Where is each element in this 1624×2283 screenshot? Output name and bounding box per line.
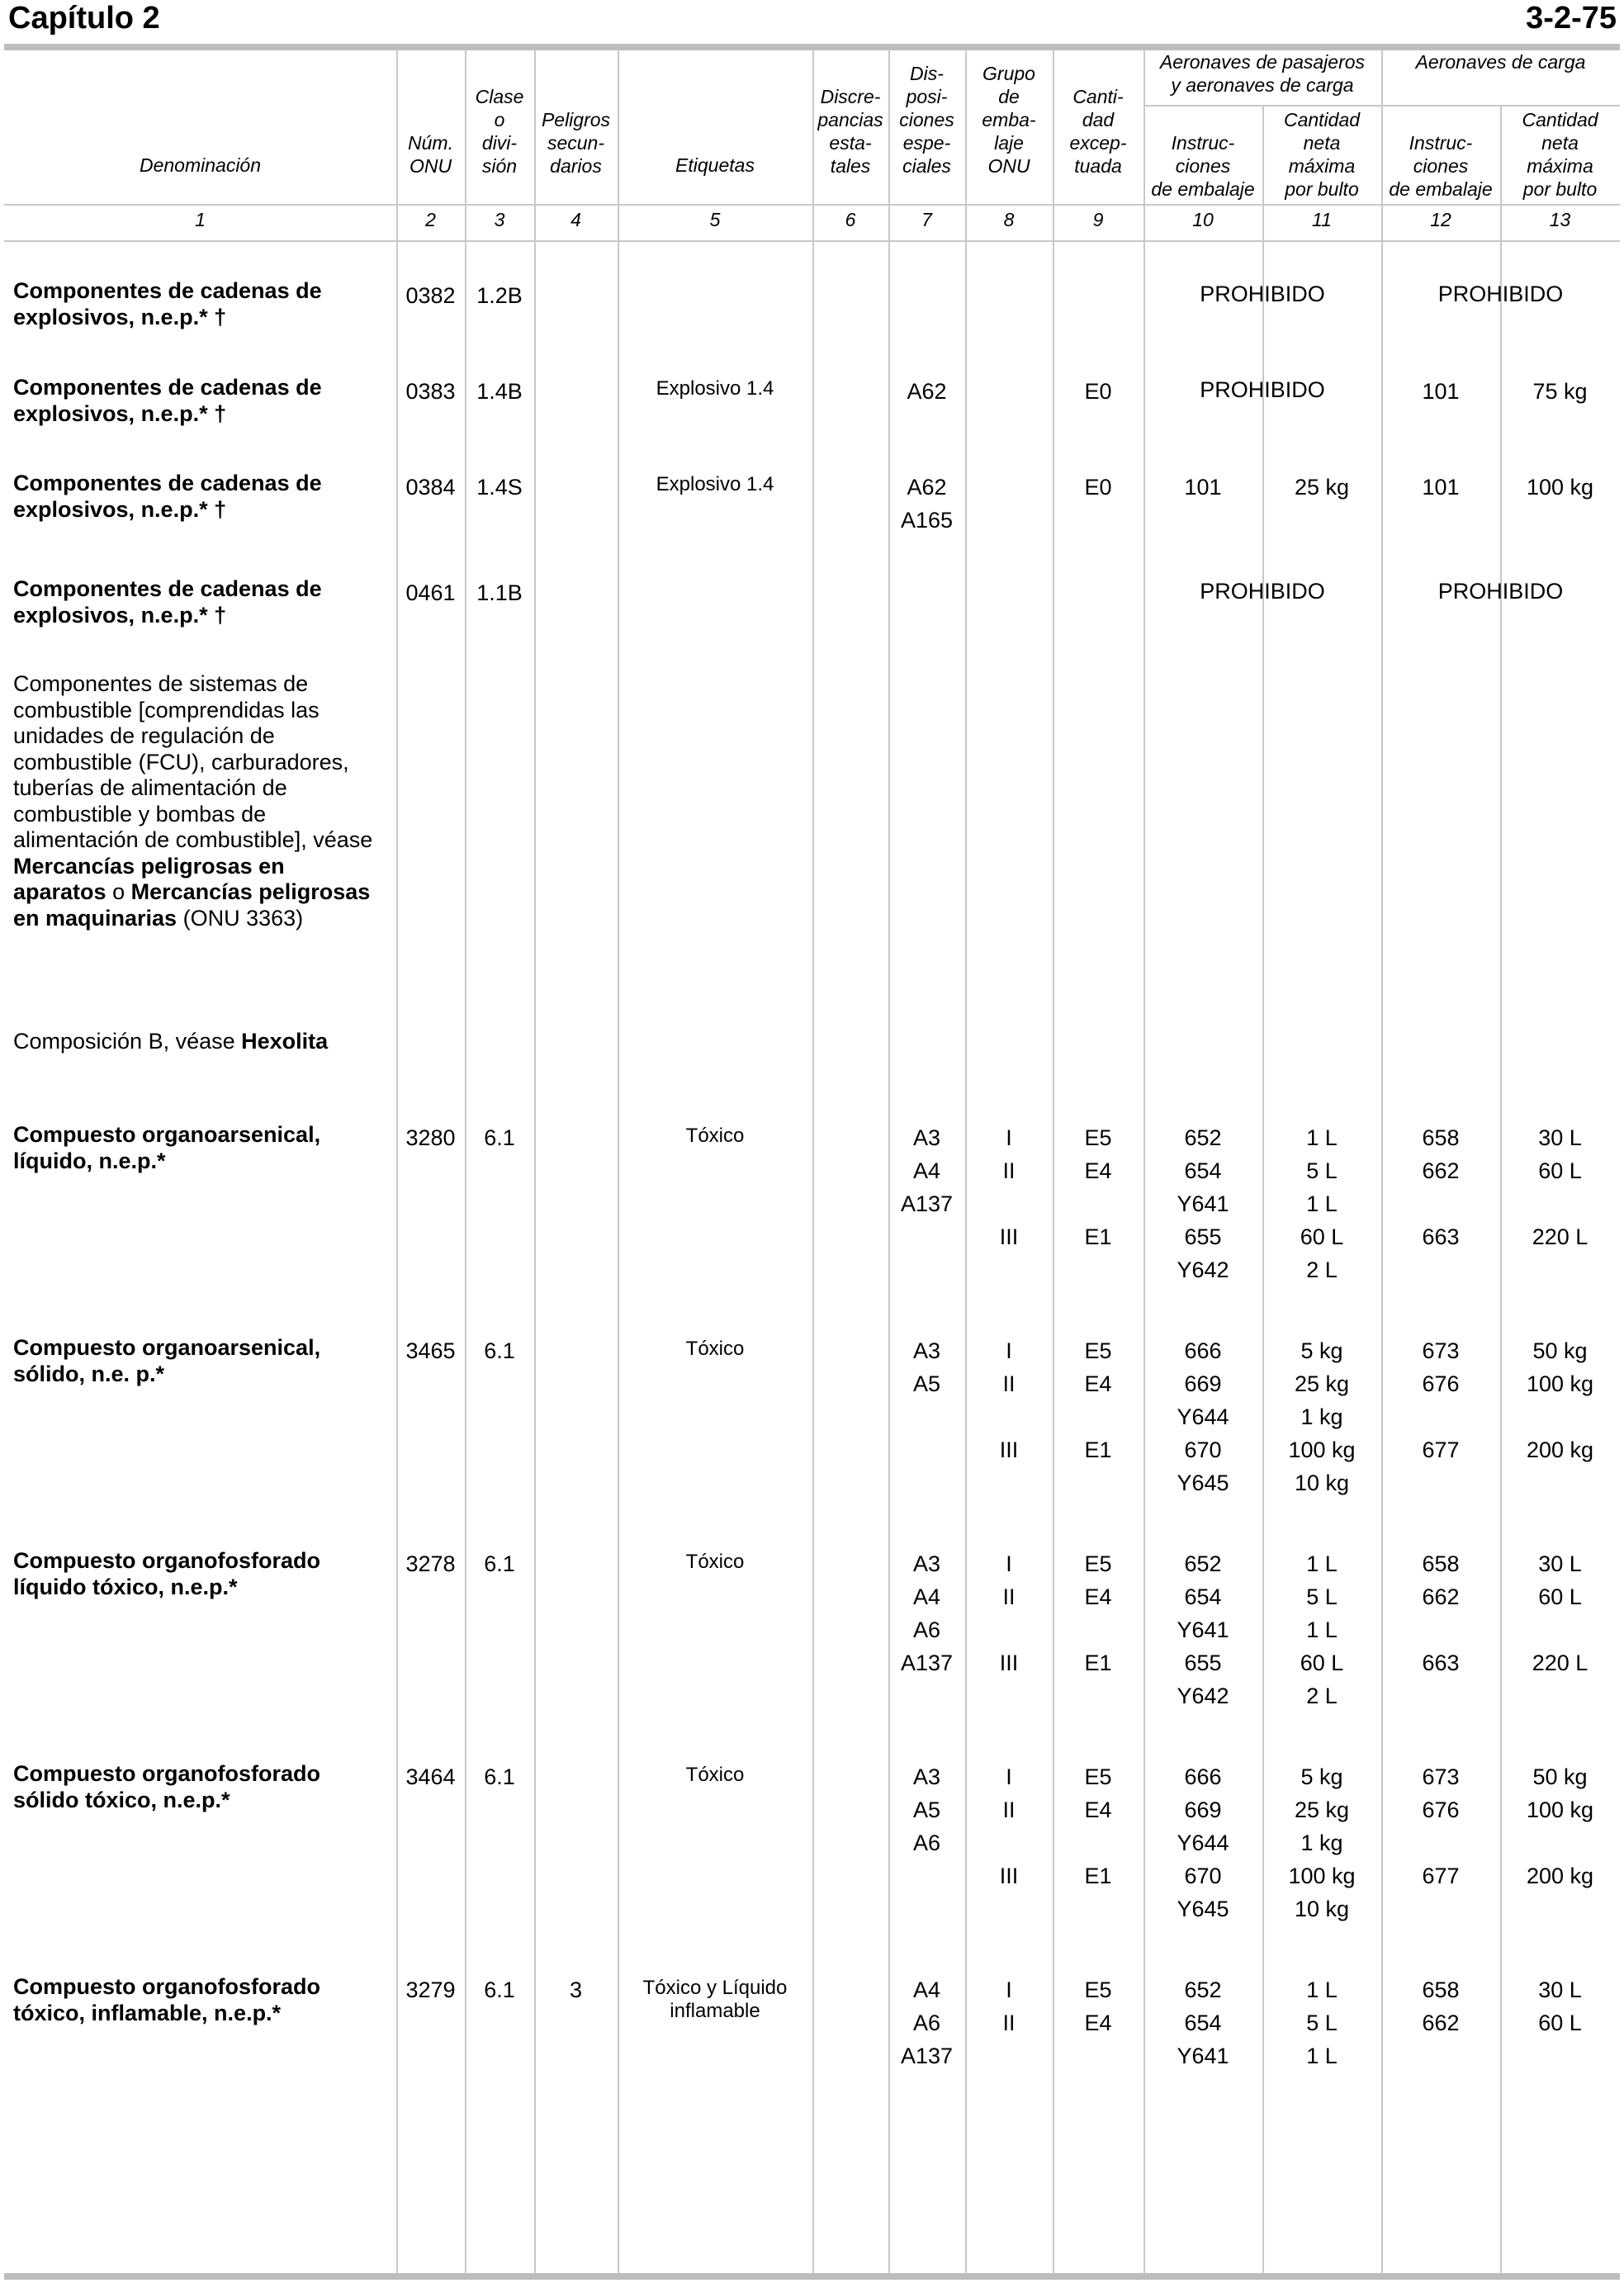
passenger-packing-instruction: 666 669 Y644 670 Y645	[1177, 1764, 1229, 1921]
excepted-quantity: E5 E4 E1	[1084, 1125, 1112, 1249]
chapter-title: Capítulo 2	[8, 1, 160, 36]
packing-group: I II III	[999, 1551, 1019, 1675]
cargo-packing-instruction: 101	[1422, 379, 1460, 404]
hazard-label: Explosivo 1.4	[656, 377, 774, 400]
cargo-max-quantity: 30 L 60 L	[1538, 1977, 1582, 2035]
hazard-label: Tóxico	[685, 1764, 745, 1786]
header-peligros: Peligros secun- darios	[541, 109, 611, 177]
entry-name: Compuesto organofosforado tóxico, inflamable, n.e.p.*	[13, 1974, 320, 2025]
special-provision: A4 A6 A137	[900, 1977, 954, 2068]
special-provision: A3 A5 A6	[912, 1764, 941, 1855]
header-pasajeros-group: Aeronaves de pasajeros y aeronaves de carga	[1159, 51, 1366, 96]
column-number: 1	[195, 209, 206, 230]
passenger-packing-instruction: 101	[1184, 475, 1222, 500]
packing-group: I II III	[999, 1764, 1019, 1888]
entry-name: Componentes de cadenas de explosivos, n.e.p.* †	[13, 471, 322, 522]
hazard-label: Tóxico y Líquido inflamable	[642, 1977, 788, 2022]
header-discrepancias: Discre- pancias esta- tales	[817, 86, 883, 177]
class-division: 6.1	[484, 1125, 515, 1150]
cross-reference-entry: Composición B, véase Hexolita	[13, 1029, 329, 1054]
page-number: 3-2-75	[1526, 1, 1617, 36]
entry-name: Componentes de cadenas de explosivos, n.e.p.* †	[13, 278, 322, 329]
column-number: 7	[921, 209, 932, 230]
cargo-max-quantity: 100 kg	[1526, 475, 1594, 500]
entry-name: Compuesto organoarsenical, sólido, n.e. p.*	[13, 1335, 321, 1386]
header-clase: Clase o divi- sión	[475, 86, 524, 177]
class-division: 1.4B	[476, 379, 523, 404]
passenger-max-quantity: 1 L 5 L 1 L 60 L 2 L	[1300, 1551, 1344, 1708]
un-number: 0461	[405, 580, 456, 605]
column-divider	[812, 50, 814, 2273]
header-pax-cantidad-neta: Cantidad neta máxima por bulto	[1283, 109, 1361, 200]
class-division: 1.2B	[476, 283, 523, 308]
un-number: 0383	[405, 379, 456, 404]
header-cantidad-exceptuada: Canti- dad excep- tuada	[1069, 86, 1127, 177]
header-cargo-instrucciones: Instruc- ciones de embalaje	[1389, 132, 1493, 200]
column-number: 2	[425, 209, 436, 230]
hazard-label: Explosivo 1.4	[656, 473, 774, 495]
packing-group: I II III	[999, 1338, 1019, 1462]
passenger-max-quantity: 1 L 5 L 1 L 60 L 2 L	[1300, 1125, 1344, 1282]
header-denominacion: Denominación	[139, 154, 262, 176]
column-number: 8	[1003, 209, 1015, 230]
excepted-quantity: E5 E4 E1	[1084, 1764, 1112, 1888]
cargo-packing-instruction: 673 676 677	[1422, 1338, 1460, 1462]
excepted-quantity: E0	[1084, 379, 1112, 404]
hazard-label: Tóxico	[685, 1125, 745, 1147]
special-provision: A3 A4 A6 A137	[900, 1551, 954, 1675]
class-division: 6.1	[484, 1551, 515, 1576]
column-number: 4	[571, 209, 581, 230]
special-provision: A3 A4 A137	[900, 1125, 954, 1216]
column-number: 9	[1092, 209, 1104, 230]
entry-name: Componentes de cadenas de explosivos, n.e.p.* †	[13, 375, 322, 426]
prohibited-passenger: PROHIBIDO	[1200, 579, 1325, 604]
header-pax-instrucciones: Instruc- ciones de embalaje	[1151, 132, 1255, 200]
un-number: 3279	[405, 1977, 456, 2002]
packing-group: I II III	[999, 1125, 1019, 1249]
column-number: 13	[1549, 209, 1571, 230]
cargo-max-quantity: 50 kg 100 kg 200 kg	[1526, 1338, 1594, 1462]
class-division: 6.1	[484, 1764, 515, 1789]
class-division: 6.1	[484, 1977, 515, 2002]
special-provision: A62	[907, 475, 947, 500]
header-grupo-embalaje: Grupo de emba- laje ONU	[982, 63, 1036, 177]
un-number: 3464	[405, 1764, 456, 1789]
cargo-packing-instruction: 673 676 677	[1422, 1764, 1460, 1888]
excepted-quantity: E5 E4 E1	[1084, 1551, 1112, 1675]
cargo-max-quantity: 75 kg	[1532, 379, 1588, 404]
entry-name: Componentes de cadenas de explosivos, n.e.p.* †	[13, 576, 322, 628]
header-carga-group: Aeronaves de carga	[1415, 51, 1586, 73]
passenger-max-quantity: 1 L 5 L 1 L	[1306, 1977, 1338, 2068]
cargo-max-quantity: 50 kg 100 kg 200 kg	[1526, 1764, 1594, 1888]
cargo-packing-instruction: 658 662	[1422, 1977, 1460, 2035]
un-number: 3280	[405, 1125, 456, 1150]
column-number: 3	[494, 209, 505, 230]
column-number: 10	[1192, 209, 1214, 230]
column-number: 5	[709, 209, 721, 230]
un-number: 0382	[405, 283, 456, 308]
cargo-max-quantity: 30 L 60 L 220 L	[1532, 1551, 1588, 1675]
column-number: 6	[845, 209, 856, 230]
hazard-label: Tóxico	[685, 1338, 745, 1360]
column-divider	[534, 50, 536, 2273]
header-disposiciones: Dis- posi- ciones espe- ciales	[899, 63, 954, 177]
cargo-packing-instruction: 658 662 663	[1422, 1551, 1460, 1675]
excepted-quantity: E5 E4 E1	[1084, 1338, 1112, 1462]
prohibited-cargo: PROHIBIDO	[1437, 579, 1564, 604]
cargo-packing-instruction: 101	[1422, 475, 1460, 500]
header-num-onu: Núm. ONU	[408, 132, 453, 177]
un-number: 3465	[405, 1338, 456, 1363]
cross-reference-entry: Componentes de sistemas de combustible [comprendidas las unidades de regulación de combustible (FCU), carburadores, tuberías de alimentación de combustible y bombas de alimentación de combustible], véase Mercancías peligrosas en aparatos o Mercancías peligrosas en maquinarias (ONU 3363)	[13, 671, 373, 931]
subsidiary-hazard: 3	[569, 1977, 583, 2002]
class-division: 1.1B	[476, 580, 523, 605]
excepted-quantity: E0	[1084, 475, 1112, 500]
un-number: 3278	[405, 1551, 456, 1576]
column-number: 12	[1430, 209, 1451, 230]
class-division: 6.1	[484, 1338, 515, 1363]
passenger-packing-instruction: 652 654 Y641	[1177, 1977, 1229, 2068]
cargo-packing-instruction: 658 662 663	[1422, 1125, 1460, 1249]
prohibited-passenger: PROHIBIDO	[1200, 377, 1325, 402]
prohibited-cargo: PROHIBIDO	[1437, 282, 1564, 306]
special-provision: A62	[907, 379, 947, 404]
cargo-max-quantity: 30 L 60 L 220 L	[1532, 1125, 1588, 1249]
header-etiquetas: Etiquetas	[675, 154, 755, 176]
passenger-packing-instruction: 666 669 Y644 670 Y645	[1177, 1338, 1229, 1495]
entry-name: Compuesto organofosforado líquido tóxico, n.e.p.*	[13, 1548, 320, 1599]
special-provision: A165	[900, 508, 954, 533]
passenger-packing-instruction: 652 654 Y641 655 Y642	[1177, 1125, 1229, 1282]
passenger-max-quantity: 5 kg 25 kg 1 kg 100 kg 10 kg	[1288, 1764, 1356, 1921]
prohibited-passenger: PROHIBIDO	[1200, 282, 1325, 306]
special-provision: A3 A5	[912, 1338, 941, 1396]
passenger-packing-instruction: 652 654 Y641 655 Y642	[1177, 1551, 1229, 1708]
column-number: 11	[1312, 209, 1332, 230]
bottom-rule	[4, 2273, 1620, 2280]
entry-name: Compuesto organoarsenical, líquido, n.e.p.*	[13, 1122, 321, 1173]
passenger-max-quantity: 25 kg	[1294, 475, 1350, 500]
excepted-quantity: E5 E4	[1084, 1977, 1112, 2035]
un-number: 0384	[405, 475, 456, 500]
hazard-label: Tóxico	[685, 1551, 745, 1573]
entry-name: Compuesto organofosforado sólido tóxico, n.e.p.*	[13, 1761, 320, 1812]
header-cargo-cantidad-neta: Cantidad neta máxima por bulto	[1522, 109, 1598, 200]
passenger-max-quantity: 5 kg 25 kg 1 kg 100 kg 10 kg	[1288, 1338, 1356, 1495]
packing-group: I II	[1002, 1977, 1016, 2035]
class-division: 1.4S	[476, 475, 523, 500]
